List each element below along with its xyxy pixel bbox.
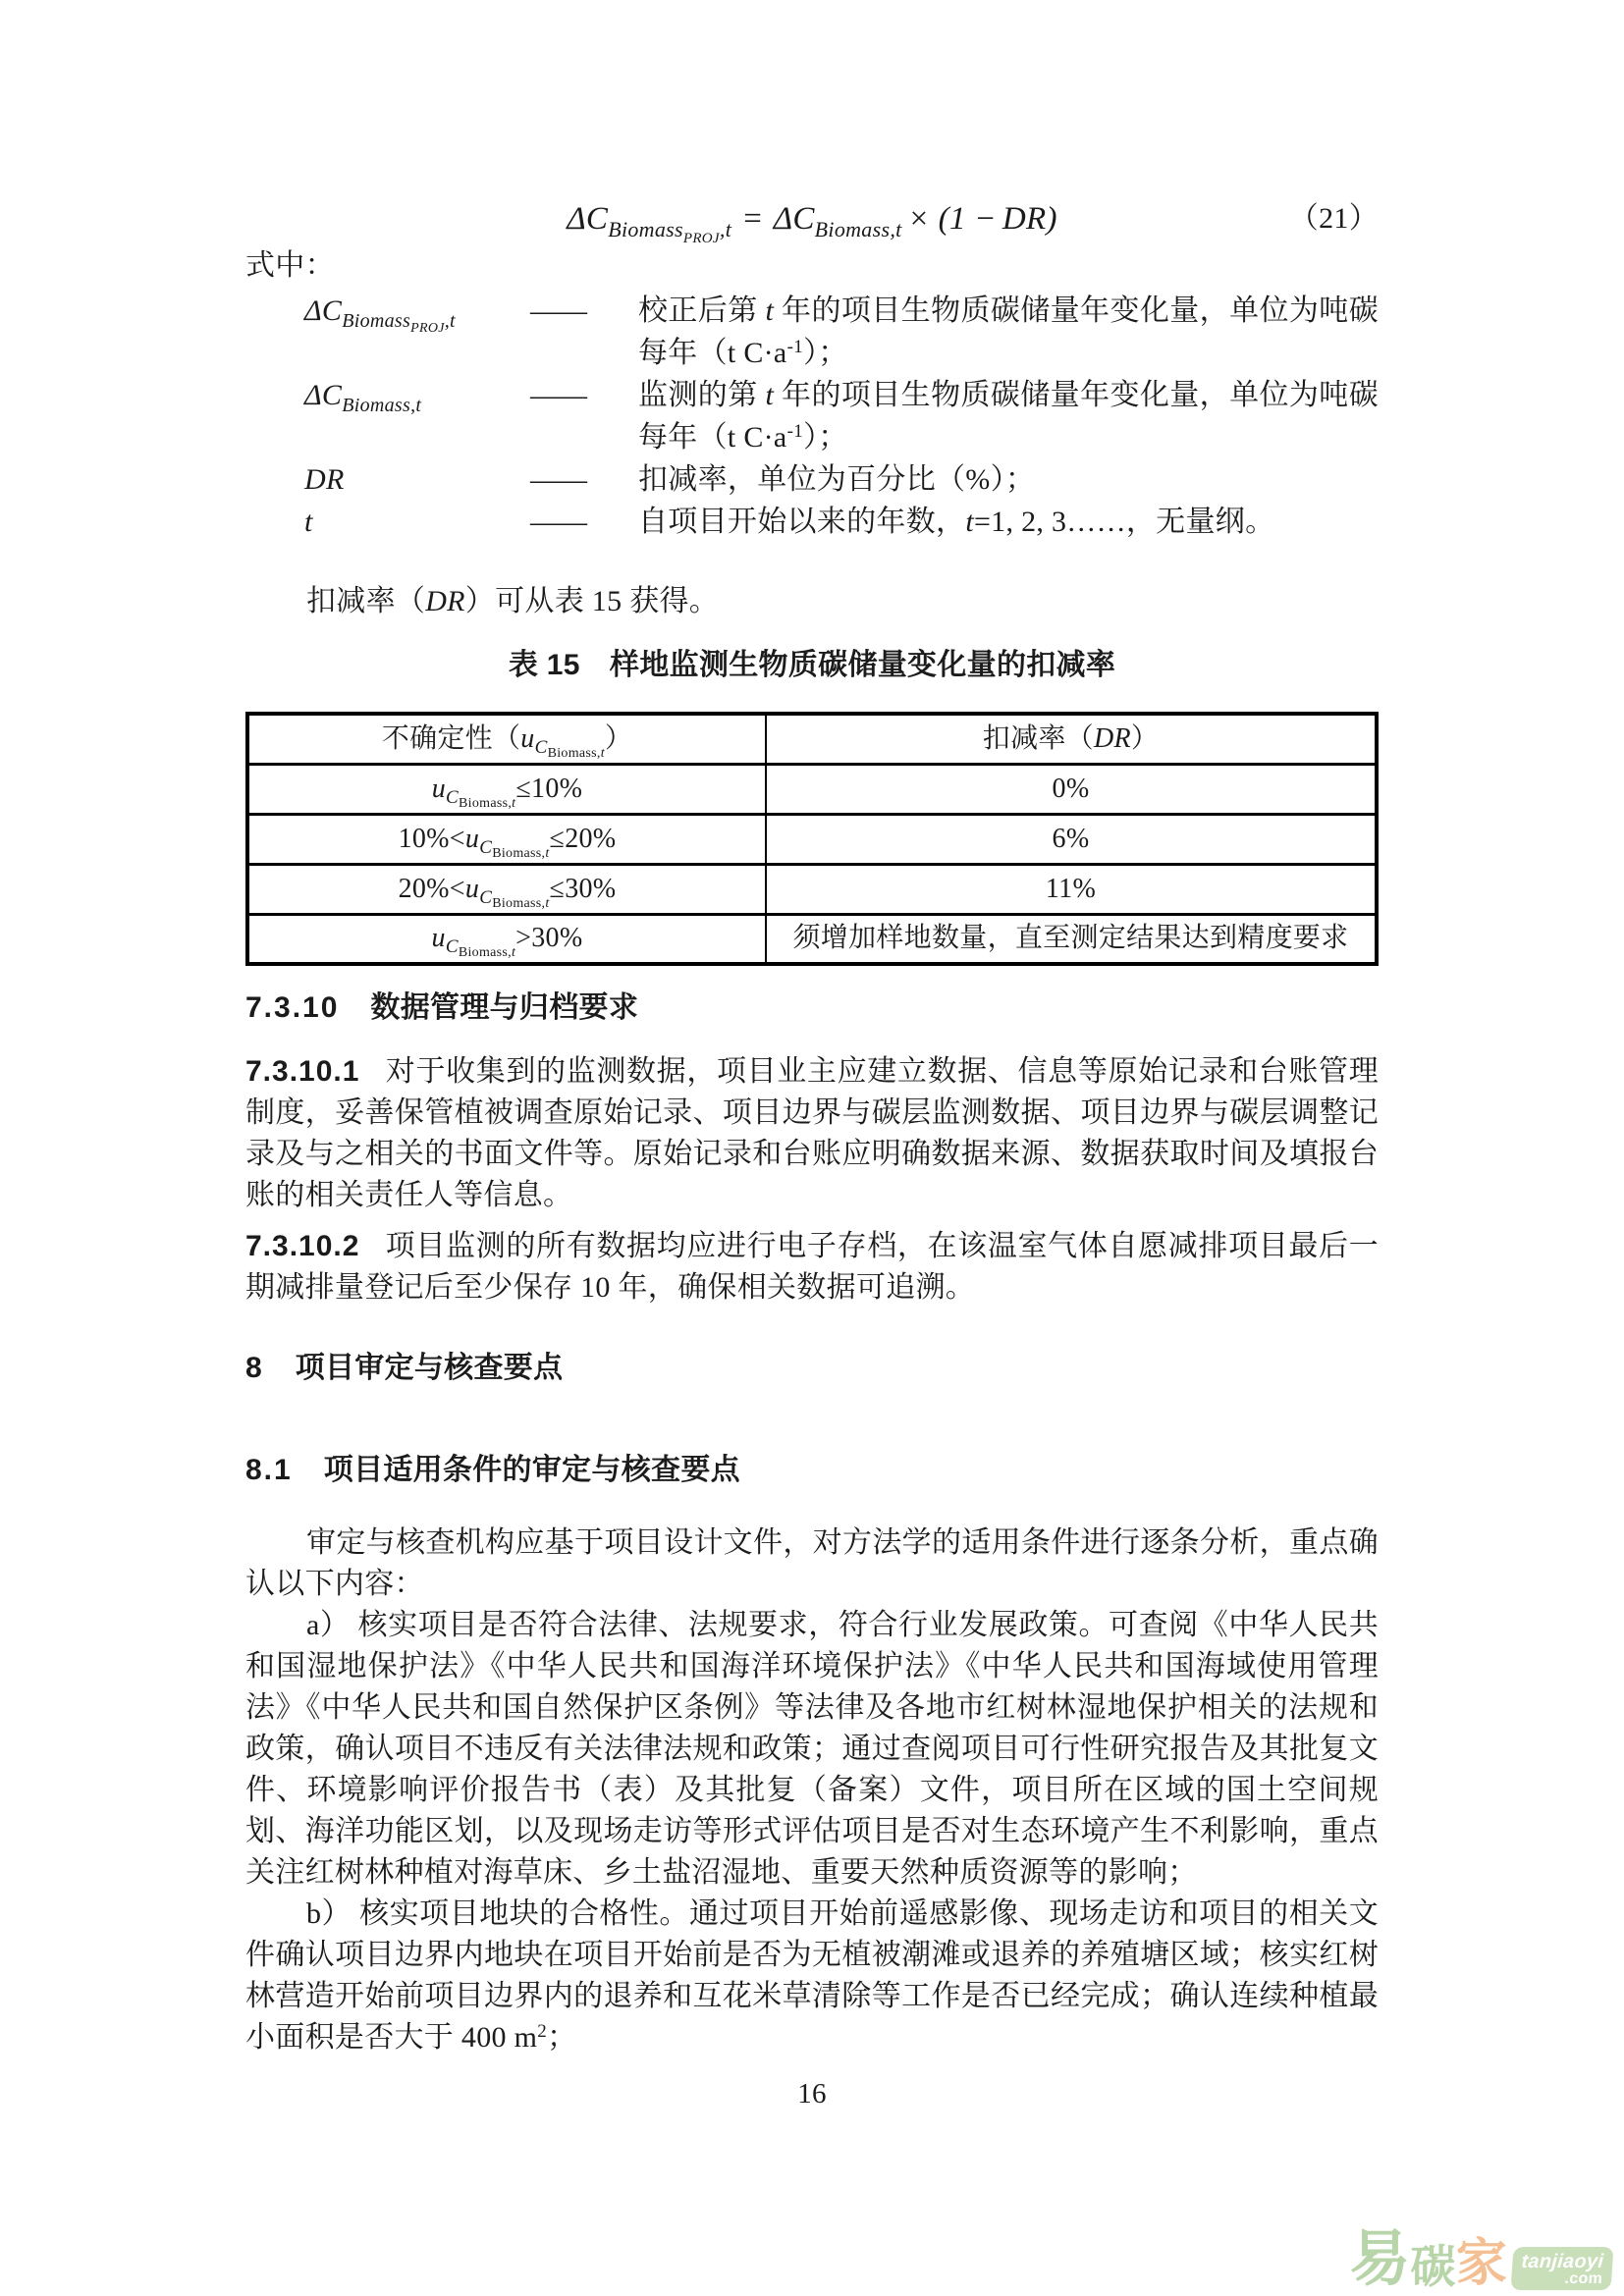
eq-rhs-subscript: Biomass,t bbox=[814, 217, 902, 241]
header-cell-deduction-rate: 扣减率（DR） bbox=[766, 714, 1377, 764]
definition-row-dcbiomass bbox=[245, 374, 1379, 458]
checklist-item-a: a） 核实项目是否符合法律、法规要求，符合行业发展政策。可查阅《中华人民共和国湿地保护法》《中华人民共和国海洋环境保护法》《中华人民共和国海域使用管理法》《中华人民共和国自然保护区条例》等法律及各地市红树林湿地保护相关的法规和政策，确认项目不违反有关法律法规和政策；通过查阅项目可行性研究报告及其批复文件、环境影响评价报告书（表）及其批复（备案）文件，项目所在区域的国土空间规划、海洋功能区划，以及现场走访等形式评估项目是否对生态环境产生不利影响，重点关注红树林种植对海草床、乡土盐沼湿地、重要天然种质资源等的影响； bbox=[245, 1609, 1379, 1889]
variable-symbol: $\Delta C_{Biomass_{PROJ},t}$ bbox=[304, 294, 456, 336]
heading-8: 8 项目审定与核查要点 bbox=[245, 1352, 564, 1384]
equation-21-formula bbox=[567, 201, 1057, 246]
table-row bbox=[247, 764, 1377, 814]
eq-rhs-operator: × (1 − bbox=[907, 201, 997, 237]
table-header-row bbox=[247, 714, 1377, 764]
watermark-badge bbox=[1511, 2247, 1614, 2290]
eq-lhs-subsubscript: PROJ bbox=[682, 231, 720, 246]
eq-rhs-variable: DR bbox=[1001, 201, 1047, 237]
definition-text: 扣减率，单位为百分比（%）； bbox=[638, 463, 1036, 496]
eq-equals-sign: = bbox=[741, 201, 764, 237]
heading-8-1: 8.1 项目适用条件的审定与核查要点 bbox=[245, 1454, 740, 1486]
variable-symbol: DR bbox=[304, 463, 345, 496]
watermark-badge-domain: .com bbox=[1564, 2270, 1603, 2287]
watermark-char-jia: 家 bbox=[1455, 2236, 1508, 2292]
definition-row-t bbox=[245, 501, 1379, 543]
dr-reference-paragraph: 扣减率（DR）可从表 15 获得。 bbox=[306, 585, 720, 617]
table-row bbox=[247, 864, 1377, 914]
definition-text: 校正后第 t 年的项目生物质碳储量年变化量，单位为吨碳每年（t $C\cdot a^{-1}$）； bbox=[638, 294, 1379, 369]
uncertainty-range-cell: $u_{C_{Biomass,t}}>30\%$ bbox=[247, 914, 766, 964]
section-8-1-intro-paragraph: 审定与核查机构应基于项目设计文件，对方法学的适用条件进行逐条分析，重点确认以下内容： bbox=[245, 1526, 1379, 1600]
deduction-value-cell: 0% bbox=[766, 764, 1377, 814]
definition-text: 自项目开始以来的年数，t=1, 2, 3……，无量纲。 bbox=[638, 506, 1275, 538]
variable-symbol: $\Delta C_{Biomass,t}$ bbox=[304, 379, 422, 416]
table-row bbox=[247, 814, 1377, 864]
uncertainty-range-cell: $10\%<u_{C_{Biomass,t}}\le 20\%$ bbox=[247, 814, 766, 864]
definition-dash: —— bbox=[530, 379, 585, 411]
definition-row-dr bbox=[245, 458, 1379, 501]
paragraph-7-3-10-2: 7.3.10.2 项目监测的所有数据均应进行电子存档，在该温室气体自愿减排项目最后一期减排量登记后至少保存 10 年，确保相关数据可追溯。 bbox=[245, 1230, 1379, 1304]
watermark-badge-text: tanjiaoyi bbox=[1520, 2251, 1605, 2272]
variable-symbol: t bbox=[304, 506, 313, 538]
page-number: 16 bbox=[797, 2078, 827, 2109]
checklist-item-b: b） 核实项目地块的合格性。通过项目开始前遥感影像、现场走访和项目的相关文件确认项目边界内地块在项目开始前是否为无植被潮滩或退养的养殖塘区域；核实红树林营造开始前项目边界内的退养和互花米草清除等工作是否已经完成；确认连续种植最小面积是否大于 400 $m^2$； bbox=[245, 1897, 1379, 2054]
where-label: 式中： bbox=[245, 249, 335, 282]
equation-21 bbox=[245, 196, 1379, 246]
eq-rhs-close: ) bbox=[1046, 201, 1057, 237]
definition-text: 监测的第 t 年的项目生物质碳储量年变化量，单位为吨碳每年（t $C\cdot a^{-1}$）； bbox=[638, 379, 1379, 454]
clause-number: 7.3.10.1 bbox=[245, 1055, 360, 1088]
paragraph-7-3-10-1: 7.3.10.1 对于收集到的监测数据，项目业主应建立数据、信息等原始记录和台账管理制度，妥善保管植被调查原始记录、项目边界与碳层监测数据、项目边界与碳层调整记录及与之相关的书面文件等。原始记录和台账应明确数据来源、数据获取时间及填报台账的相关责任人等信息。 bbox=[245, 1055, 1379, 1211]
uncertainty-range-cell: $u_{C_{Biomass,t}}\le 10\%$ bbox=[247, 764, 766, 814]
variable-definitions bbox=[245, 290, 1379, 543]
watermark-char-tan: 碳 bbox=[1410, 2242, 1456, 2292]
header-cell-uncertainty: 不确定性$(u_{C_{Biomass,t}})$ bbox=[247, 714, 766, 764]
eq-lhs-base: ΔC bbox=[567, 201, 609, 237]
eq-lhs-subscript: BiomassPROJ,t bbox=[608, 217, 732, 246]
definition-dash: —— bbox=[530, 294, 585, 327]
definition-dash: —— bbox=[530, 506, 585, 538]
heading-7-3-10: 7.3.10 数据管理与归档要求 bbox=[245, 991, 639, 1024]
table-15 bbox=[245, 712, 1379, 966]
deduction-value-cell: 11% bbox=[766, 864, 1377, 914]
clause-number: 7.3.10.2 bbox=[245, 1230, 360, 1262]
definition-dash: —— bbox=[530, 463, 585, 496]
uncertainty-range-cell: $20\%<u_{C_{Biomass,t}}\le 30\%$ bbox=[247, 864, 766, 914]
superscript-2: 2 bbox=[537, 2021, 548, 2042]
watermark-char-yi: 易 bbox=[1349, 2226, 1411, 2293]
table-row bbox=[247, 914, 1377, 964]
deduction-value-cell: 须增加样地数量，直至测定结果达到精度要求 bbox=[792, 923, 1349, 954]
definition-row-dcbiomassproj bbox=[245, 290, 1379, 374]
table-15-title: 表 15 样地监测生物质碳储量变化量的扣减率 bbox=[508, 649, 1116, 681]
tanjiaoyi-watermark bbox=[1349, 2226, 1612, 2293]
equation-number: （21） bbox=[1288, 202, 1379, 235]
eq-rhs-base: ΔC bbox=[773, 201, 815, 237]
deduction-value-cell: 6% bbox=[766, 814, 1377, 864]
